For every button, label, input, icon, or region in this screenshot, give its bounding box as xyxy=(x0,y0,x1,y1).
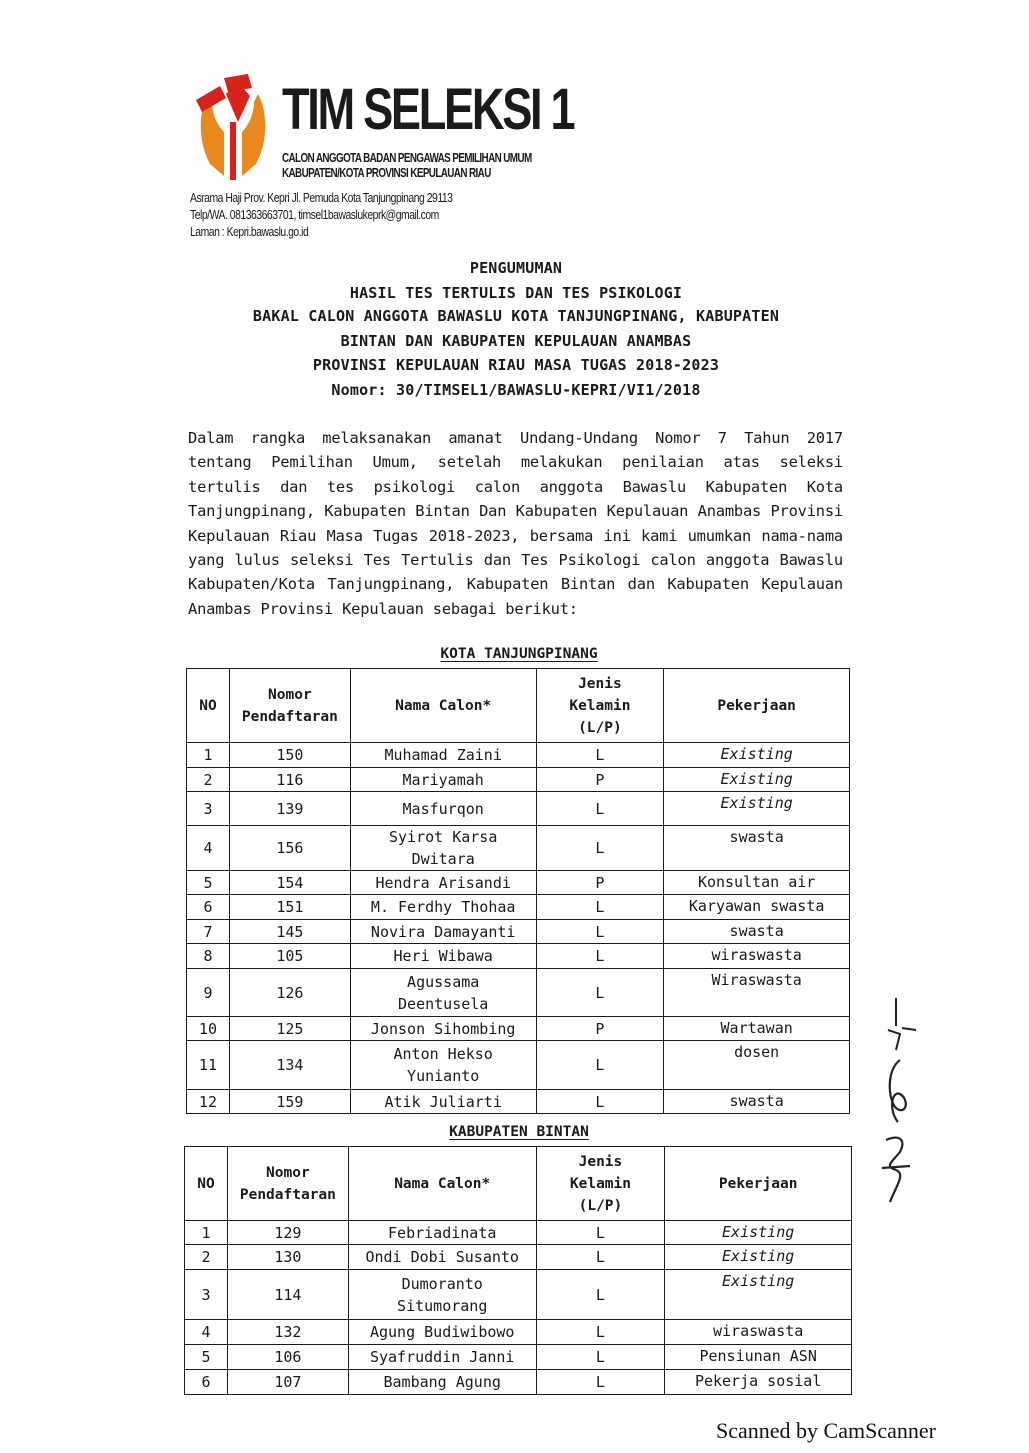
cell-nama-calon: Agung Budiwibowo xyxy=(348,1320,536,1345)
cell-no: 7 xyxy=(187,920,230,944)
col-header-pekerjaan: Pekerjaan xyxy=(664,669,850,743)
cell-pekerjaan: wiraswasta xyxy=(665,1320,852,1345)
cell-pekerjaan: Konsultan air xyxy=(664,871,850,895)
document-subtitle: BAKAL CALON ANGGOTA BAWASLU KOTA TANJUNGPINANG, KABUPATEN xyxy=(252,307,780,325)
cell-pekerjaan: swasta xyxy=(664,920,850,944)
cell-no: 10 xyxy=(187,1017,230,1041)
cell-jenis-kelamin: L xyxy=(536,1041,664,1090)
section-title: KOTA TANJUNGPINANG xyxy=(440,646,598,662)
table-row xyxy=(187,1041,850,1090)
cell-nomor-pendaftaran: 150 xyxy=(229,743,350,768)
cell-jenis-kelamin: L xyxy=(536,1320,665,1345)
cell-jenis-kelamin: P xyxy=(536,1017,664,1041)
results-table xyxy=(186,668,850,1114)
table-row xyxy=(185,1245,852,1270)
cell-no: 2 xyxy=(187,768,230,792)
cell-nomor-pendaftaran: 151 xyxy=(229,895,350,920)
letterhead-subtitle: KABUPATEN/KOTA PROVINSI KEPULAUAN RIAU xyxy=(282,165,491,180)
table-row xyxy=(187,1090,850,1114)
cell-nama-calon: Febriadinata xyxy=(348,1221,536,1245)
cell-nama-calon: Dumoranto Situmorang xyxy=(348,1270,536,1320)
cell-nama-calon: Jonson Sihombing xyxy=(350,1017,536,1041)
table-row xyxy=(187,1017,850,1041)
table-row xyxy=(187,944,850,969)
cell-nama-calon: Anton Hekso Yunianto xyxy=(350,1041,536,1090)
cell-nomor-pendaftaran: 129 xyxy=(227,1221,348,1245)
letterhead-subtitle: CALON ANGGOTA BADAN PENGAWAS PEMILIHAN UMUM xyxy=(282,150,532,165)
table-row xyxy=(185,1370,852,1395)
cell-nomor-pendaftaran: 107 xyxy=(227,1370,348,1395)
table-row xyxy=(187,969,850,1017)
cell-nama-calon: Agussama Deentusela xyxy=(350,969,536,1017)
cell-jenis-kelamin: P xyxy=(536,768,664,792)
col-header-jenis-kelamin: Jenis Kelamin (L/P) xyxy=(536,669,664,743)
cell-pekerjaan: Pekerja sosial xyxy=(665,1370,852,1395)
cell-pekerjaan: Existing xyxy=(665,1221,852,1245)
cell-pekerjaan: Existing xyxy=(664,768,850,792)
col-header-no: NO xyxy=(185,1147,228,1221)
document-subtitle: PROVINSI KEPULAUAN RIAU MASA TUGAS 2018-2023 xyxy=(312,356,720,374)
cell-jenis-kelamin: L xyxy=(536,1090,664,1114)
cell-nama-calon: M. Ferdhy Thohaa xyxy=(350,895,536,920)
handwritten-initials xyxy=(866,990,926,1220)
cell-nomor-pendaftaran: 154 xyxy=(229,871,350,895)
cell-pekerjaan: dosen xyxy=(664,1041,850,1090)
table-row xyxy=(187,920,850,944)
letterhead-website: Laman : Kepri.bawaslu.go.id xyxy=(190,224,309,239)
cell-nama-calon: Syafruddin Janni xyxy=(348,1345,536,1370)
cell-nama-calon: Novira Damayanti xyxy=(350,920,536,944)
cell-jenis-kelamin: L xyxy=(536,792,664,826)
cell-jenis-kelamin: L xyxy=(536,1370,665,1395)
scanner-watermark: Scanned by CamScanner xyxy=(716,1418,936,1443)
results-table xyxy=(184,1146,852,1395)
table-row xyxy=(187,768,850,792)
table-row xyxy=(187,743,850,768)
cell-no: 2 xyxy=(185,1245,228,1270)
cell-jenis-kelamin: L xyxy=(536,1345,665,1370)
table-header-row xyxy=(185,1147,852,1221)
cell-jenis-kelamin: L xyxy=(536,895,664,920)
cell-jenis-kelamin: L xyxy=(536,969,664,1017)
cell-pekerjaan: Existing xyxy=(664,792,850,826)
cell-nama-calon: Mariyamah xyxy=(350,768,536,792)
letterhead-logo xyxy=(190,72,574,182)
table-row xyxy=(185,1270,852,1320)
cell-no: 8 xyxy=(187,944,230,969)
cell-no: 5 xyxy=(185,1345,228,1370)
cell-pekerjaan: swasta xyxy=(664,826,850,871)
table-header-row xyxy=(187,669,850,743)
cell-nama-calon: Atik Juliarti xyxy=(350,1090,536,1114)
letterhead-address: Asrama Haji Prov. Kepri Jl. Pemuda Kota Tanjungpinang 29113 xyxy=(190,190,453,205)
cell-no: 3 xyxy=(187,792,230,826)
cell-nama-calon: Syirot Karsa Dwitara xyxy=(350,826,536,871)
document-subtitle: HASIL TES TERTULIS DAN TES PSIKOLOGI xyxy=(349,284,683,302)
cell-pekerjaan: Wiraswasta xyxy=(664,969,850,1017)
cell-nomor-pendaftaran: 156 xyxy=(229,826,350,871)
cell-no: 12 xyxy=(187,1090,230,1114)
cell-no: 11 xyxy=(187,1041,230,1090)
col-header-nomor: Nomor Pendaftaran xyxy=(227,1147,348,1221)
cell-nama-calon: Heri Wibawa xyxy=(350,944,536,969)
table-row xyxy=(185,1345,852,1370)
col-header-pekerjaan: Pekerjaan xyxy=(665,1147,852,1221)
cell-jenis-kelamin: L xyxy=(536,826,664,871)
letterhead-phone-email: Telp/WA. 081363663701, timsel1bawaslukeprk@gmail.com xyxy=(190,207,439,222)
cell-pekerjaan: Existing xyxy=(665,1245,852,1270)
table-row xyxy=(185,1320,852,1345)
bawaslu-logo-icon xyxy=(190,72,276,182)
cell-nomor-pendaftaran: 116 xyxy=(229,768,350,792)
cell-nomor-pendaftaran: 114 xyxy=(227,1270,348,1320)
table-row xyxy=(187,826,850,871)
cell-nomor-pendaftaran: 132 xyxy=(227,1320,348,1345)
cell-no: 4 xyxy=(187,826,230,871)
cell-pekerjaan: Existing xyxy=(665,1270,852,1320)
cell-jenis-kelamin: L xyxy=(536,1245,665,1270)
cell-nomor-pendaftaran: 125 xyxy=(229,1017,350,1041)
cell-no: 9 xyxy=(187,969,230,1017)
cell-no: 5 xyxy=(187,871,230,895)
cell-pekerjaan: swasta xyxy=(664,1090,850,1114)
cell-no: 4 xyxy=(185,1320,228,1345)
cell-no: 6 xyxy=(185,1370,228,1395)
cell-pekerjaan: Pensiunan ASN xyxy=(665,1345,852,1370)
cell-no: 1 xyxy=(185,1221,228,1245)
cell-nama-calon: Bambang Agung xyxy=(348,1370,536,1395)
table-row xyxy=(187,895,850,920)
cell-pekerjaan: wiraswasta xyxy=(664,944,850,969)
cell-jenis-kelamin: L xyxy=(536,743,664,768)
cell-nama-calon: Hendra Arisandi xyxy=(350,871,536,895)
intro-paragraph: Dalam rangka melaksanakan amanat Undang-Undang Nomor 7 Tahun 2017 tentang Pemilihan Umum, setelah melakukan penilaian atas seleksi tertulis dan tes psikologi calon anggota Bawaslu Kabupaten Kota Tanjungpinang, Kabupaten Bintan Dan Kabupaten Kepulauan Anambas Provinsi Kepulauan Riau Masa Tugas 2018-2023, bersama ini kami umumkan nama-nama yang lulus seleksi Tes Tertulis dan Tes Psikologi calon anggota Bawaslu Kabupaten/Kota Tanjungpinang, Kabupaten Bintan dan Kabupaten Kepulauan Anambas Provinsi Kepulauan sebagai berikut: xyxy=(188,429,843,618)
cell-nomor-pendaftaran: 145 xyxy=(229,920,350,944)
cell-jenis-kelamin: P xyxy=(536,871,664,895)
document-subtitle: BINTAN DAN KABUPATEN KEPULAUAN ANAMBAS xyxy=(340,332,692,350)
col-header-jenis-kelamin: Jenis Kelamin (L/P) xyxy=(536,1147,665,1221)
col-header-no: NO xyxy=(187,669,230,743)
cell-jenis-kelamin: L xyxy=(536,1270,665,1320)
cell-nomor-pendaftaran: 130 xyxy=(227,1245,348,1270)
document-number: Nomor: 30/TIMSEL1/BAWASLU-KEPRI/VI1/2018 xyxy=(331,381,701,399)
cell-no: 6 xyxy=(187,895,230,920)
cell-nomor-pendaftaran: 106 xyxy=(227,1345,348,1370)
cell-pekerjaan: Karyawan swasta xyxy=(664,895,850,920)
cell-nomor-pendaftaran: 159 xyxy=(229,1090,350,1114)
cell-no: 1 xyxy=(187,743,230,768)
document-title: PENGUMUMAN xyxy=(469,259,563,277)
col-header-nama: Nama Calon* xyxy=(348,1147,536,1221)
col-header-nama: Nama Calon* xyxy=(350,669,536,743)
cell-nomor-pendaftaran: 139 xyxy=(229,792,350,826)
table-row xyxy=(187,792,850,826)
cell-jenis-kelamin: L xyxy=(536,920,664,944)
cell-nomor-pendaftaran: 126 xyxy=(229,969,350,1017)
letterhead-title: TIM SELEKSI 1 xyxy=(282,77,574,142)
cell-no: 3 xyxy=(185,1270,228,1320)
table-row xyxy=(185,1221,852,1245)
cell-jenis-kelamin: L xyxy=(536,944,664,969)
section-title: KABUPATEN BINTAN xyxy=(449,1124,589,1140)
cell-nama-calon: Ondi Dobi Susanto xyxy=(348,1245,536,1270)
cell-jenis-kelamin: L xyxy=(536,1221,665,1245)
col-header-nomor: Nomor Pendaftaran xyxy=(229,669,350,743)
cell-nomor-pendaftaran: 134 xyxy=(229,1041,350,1090)
cell-nama-calon: Masfurqon xyxy=(350,792,536,826)
cell-nomor-pendaftaran: 105 xyxy=(229,944,350,969)
cell-pekerjaan: Wartawan xyxy=(664,1017,850,1041)
table-row xyxy=(187,871,850,895)
cell-nama-calon: Muhamad Zaini xyxy=(350,743,536,768)
cell-pekerjaan: Existing xyxy=(664,743,850,768)
